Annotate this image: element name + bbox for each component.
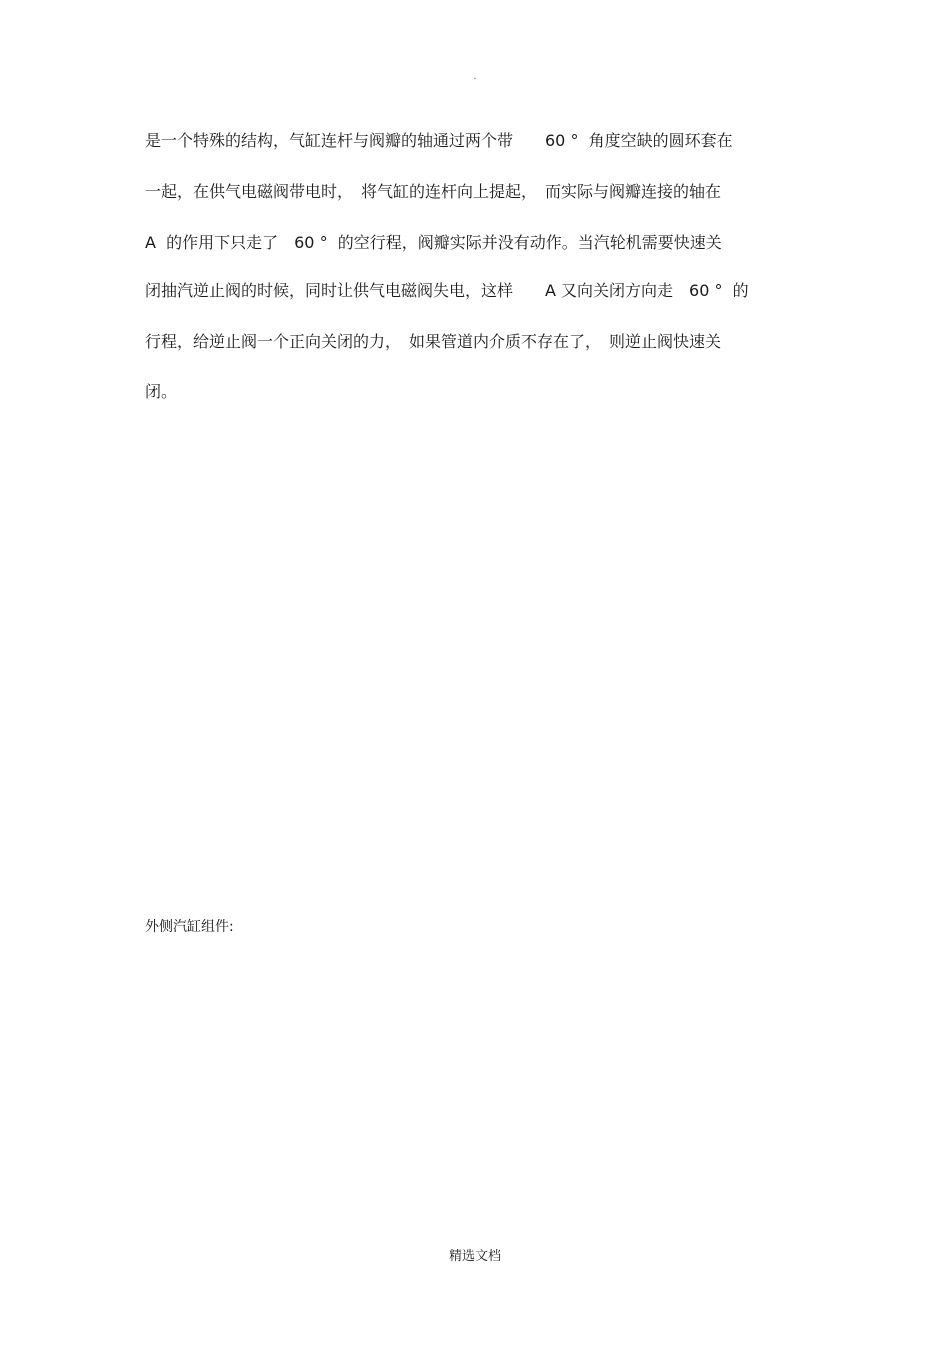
page-footer: 精选文档 — [448, 1249, 501, 1264]
paragraph-line-3: A 的作用下只走了 60 ° 的空行程，阀瓣实际并没有动作。当汽轮机需要快速关 — [145, 233, 722, 252]
paragraph-line-2: 一起，在供气电磁阀带电时， 将气缸的连杆向上提起， 而实际与阀瓣连接的轴在 — [145, 182, 722, 201]
header-mark: . — [473, 71, 477, 82]
paragraph-line-5: 行程，给逆止阀一个正向关闭的力， 如果管道内介质不存在了， 则逆止阀快速关 — [145, 332, 722, 351]
paragraph-line-1: 是一个特殊的结构，气缸连杆与阀瓣的轴通过两个带 60 ° 角度空缺的圆环套在 — [145, 131, 733, 150]
paragraph-line-6: 闭。 — [145, 382, 178, 401]
paragraph-line-4: 闭抽汽逆止阀的时候，同时让供气电磁阀失电，这样 A 又向关闭方向走 60 ° 的 — [145, 281, 749, 300]
section-label: 外侧汽缸组件: — [145, 919, 234, 935]
body-paragraph — [145, 131, 810, 411]
